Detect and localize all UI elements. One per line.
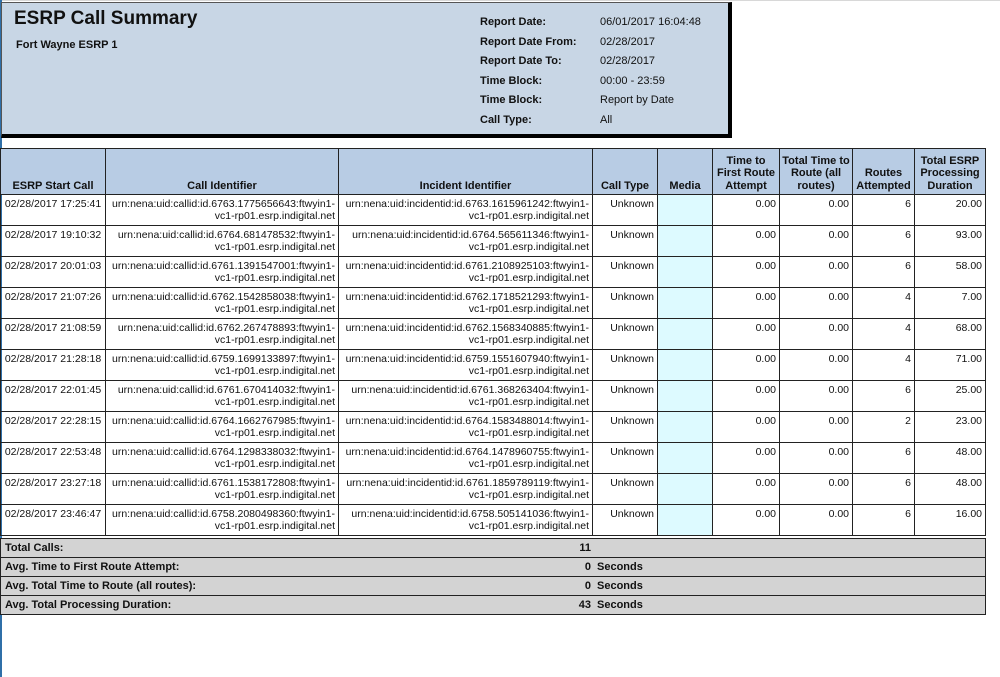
cell-incident-identifier: urn:nena:uid:incidentid:id.6761.1859789119:ftwyin1-vc1-rp01.esrp.indigital.net bbox=[339, 474, 593, 505]
table-row bbox=[1, 412, 986, 443]
summary-unit: Seconds bbox=[597, 580, 643, 592]
cell-start-call: 02/28/2017 22:01:45 bbox=[1, 381, 106, 412]
cell-total-time-route: 0.00 bbox=[780, 505, 853, 536]
table-row bbox=[1, 505, 986, 536]
cell-media bbox=[658, 195, 713, 226]
summary-value: 11 bbox=[579, 542, 591, 554]
cell-media bbox=[658, 319, 713, 350]
cell-start-call: 02/28/2017 21:28:18 bbox=[1, 350, 106, 381]
cell-call-identifier: urn:nena:uid:callid:id.6762.267478893:ftwyin1-vc1-rp01.esrp.indigital.net bbox=[106, 319, 339, 350]
cell-call-type: Unknown bbox=[593, 195, 658, 226]
meta-value: 00:00 - 23:59 bbox=[600, 74, 665, 87]
cell-incident-identifier: urn:nena:uid:incidentid:id.6764.1478960755:ftwyin1-vc1-rp01.esrp.indigital.net bbox=[339, 443, 593, 474]
cell-total-time-route: 0.00 bbox=[780, 319, 853, 350]
cell-routes-attempted: 4 bbox=[853, 319, 915, 350]
cell-total-time-route: 0.00 bbox=[780, 412, 853, 443]
col-header-duration[interactable]: Total ESRP Processing Duration bbox=[915, 149, 986, 195]
cell-total-time-route: 0.00 bbox=[780, 443, 853, 474]
col-header-incident-id[interactable]: Incident Identifier bbox=[339, 149, 593, 195]
meta-row-report-date-to bbox=[480, 55, 701, 75]
meta-label: Time Block: bbox=[480, 94, 543, 106]
table-row bbox=[1, 319, 986, 350]
cell-processing-duration: 71.00 bbox=[915, 350, 986, 381]
table-row bbox=[1, 381, 986, 412]
meta-row-call-type bbox=[480, 114, 701, 134]
cell-time-first-route: 0.00 bbox=[713, 474, 780, 505]
cell-total-time-route: 0.00 bbox=[780, 226, 853, 257]
summary-label: Avg. Total Processing Duration: bbox=[5, 599, 172, 611]
summary-value: 43 bbox=[578, 599, 591, 611]
col-header-total-route[interactable]: Total Time to Route (all routes) bbox=[780, 149, 853, 195]
cell-incident-identifier: urn:nena:uid:incidentid:id.6761.2108925103:ftwyin1-vc1-rp01.esrp.indigital.net bbox=[339, 257, 593, 288]
cell-incident-identifier: urn:nena:uid:incidentid:id.6764.565611346:ftwyin1-vc1-rp01.esrp.indigital.net bbox=[339, 226, 593, 257]
meta-label: Time Block: bbox=[480, 74, 543, 87]
report-header bbox=[1, 2, 732, 138]
col-header-start[interactable]: ESRP Start Call bbox=[1, 149, 106, 195]
cell-incident-identifier: urn:nena:uid:incidentid:id.6761.368263404:ftwyin1-vc1-rp01.esrp.indigital.net bbox=[339, 381, 593, 412]
cell-routes-attempted: 6 bbox=[853, 381, 915, 412]
cell-media bbox=[658, 505, 713, 536]
table-row bbox=[1, 226, 986, 257]
cell-call-identifier: urn:nena:uid:callid:id.6764.1298338032:ftwyin1-vc1-rp01.esrp.indigital.net bbox=[106, 443, 339, 474]
cell-start-call: 02/28/2017 22:28:15 bbox=[1, 412, 106, 443]
summary-avg-processing bbox=[1, 595, 985, 614]
summary-value: 0 bbox=[584, 561, 591, 573]
summary-unit: Seconds bbox=[597, 599, 643, 611]
cell-call-type: Unknown bbox=[593, 288, 658, 319]
cell-routes-attempted: 4 bbox=[853, 350, 915, 381]
cell-media bbox=[658, 288, 713, 319]
table-row bbox=[1, 257, 986, 288]
meta-label: Report Date: bbox=[480, 16, 547, 28]
cell-processing-duration: 16.00 bbox=[915, 505, 986, 536]
cell-total-time-route: 0.00 bbox=[780, 474, 853, 505]
cell-routes-attempted: 6 bbox=[853, 505, 915, 536]
cell-start-call: 02/28/2017 23:27:18 bbox=[1, 474, 106, 505]
cell-start-call: 02/28/2017 19:10:32 bbox=[1, 226, 106, 257]
cell-processing-duration: 68.00 bbox=[915, 319, 986, 350]
meta-row-report-date bbox=[480, 16, 701, 36]
cell-processing-duration: 7.00 bbox=[915, 288, 986, 319]
cell-total-time-route: 0.00 bbox=[780, 195, 853, 226]
cell-time-first-route: 0.00 bbox=[713, 257, 780, 288]
cell-incident-identifier: urn:nena:uid:incidentid:id.6758.505141036:ftwyin1-vc1-rp01.esrp.indigital.net bbox=[339, 505, 593, 536]
cell-incident-identifier: urn:nena:uid:incidentid:id.6762.1718521293:ftwyin1-vc1-rp01.esrp.indigital.net bbox=[339, 288, 593, 319]
cell-call-type: Unknown bbox=[593, 474, 658, 505]
table-row bbox=[1, 474, 986, 505]
meta-label: Call Type: bbox=[480, 113, 532, 126]
summary-total-calls bbox=[1, 538, 985, 557]
cell-time-first-route: 0.00 bbox=[713, 288, 780, 319]
meta-value: All bbox=[600, 113, 613, 126]
cell-call-type: Unknown bbox=[593, 443, 658, 474]
cell-call-type: Unknown bbox=[593, 319, 658, 350]
cell-call-identifier: urn:nena:uid:callid:id.6758.2080498360:ftwyin1-vc1-rp01.esrp.indigital.net bbox=[106, 505, 339, 536]
cell-time-first-route: 0.00 bbox=[713, 443, 780, 474]
cell-call-type: Unknown bbox=[593, 257, 658, 288]
cell-time-first-route: 0.00 bbox=[713, 381, 780, 412]
meta-row-time-block bbox=[480, 75, 701, 95]
top-border bbox=[0, 0, 1000, 1]
cell-total-time-route: 0.00 bbox=[780, 257, 853, 288]
table-row bbox=[1, 350, 986, 381]
summary-label: Avg. Time to First Route Attempt: bbox=[5, 561, 180, 573]
cell-call-type: Unknown bbox=[593, 505, 658, 536]
meta-row-report-date-from bbox=[480, 36, 701, 56]
cell-time-first-route: 0.00 bbox=[713, 505, 780, 536]
cell-time-first-route: 0.00 bbox=[713, 226, 780, 257]
cell-call-type: Unknown bbox=[593, 381, 658, 412]
summary-value: 0 bbox=[584, 580, 591, 592]
cell-call-type: Unknown bbox=[593, 350, 658, 381]
report-title: ESRP Call Summary bbox=[14, 8, 198, 29]
cell-processing-duration: 25.00 bbox=[915, 381, 986, 412]
cell-incident-identifier: urn:nena:uid:incidentid:id.6762.1568340885:ftwyin1-vc1-rp01.esrp.indigital.net bbox=[339, 319, 593, 350]
col-header-call-id[interactable]: Call Identifier bbox=[106, 149, 339, 195]
report-meta bbox=[480, 16, 701, 133]
cell-call-type: Unknown bbox=[593, 226, 658, 257]
cell-call-identifier: urn:nena:uid:callid:id.6761.1538172808:ftwyin1-vc1-rp01.esrp.indigital.net bbox=[106, 474, 339, 505]
table-header-row bbox=[1, 149, 986, 195]
col-header-media[interactable]: Media bbox=[658, 149, 713, 195]
cell-call-type: Unknown bbox=[593, 412, 658, 443]
cell-time-first-route: 0.00 bbox=[713, 319, 780, 350]
cell-call-identifier: urn:nena:uid:callid:id.6759.1699133897:ftwyin1-vc1-rp01.esrp.indigital.net bbox=[106, 350, 339, 381]
cell-call-identifier: urn:nena:uid:callid:id.6764.681478532:ftwyin1-vc1-rp01.esrp.indigital.net bbox=[106, 226, 339, 257]
meta-value: 02/28/2017 bbox=[600, 55, 656, 67]
cell-time-first-route: 0.00 bbox=[713, 412, 780, 443]
cell-call-identifier: urn:nena:uid:callid:id.6762.1542858038:ftwyin1-vc1-rp01.esrp.indigital.net bbox=[106, 288, 339, 319]
cell-media bbox=[658, 381, 713, 412]
cell-time-first-route: 0.00 bbox=[713, 195, 780, 226]
cell-processing-duration: 48.00 bbox=[915, 443, 986, 474]
meta-label: Report Date To: bbox=[480, 55, 562, 67]
cell-routes-attempted: 6 bbox=[853, 443, 915, 474]
cell-start-call: 02/28/2017 23:46:47 bbox=[1, 505, 106, 536]
cell-incident-identifier: urn:nena:uid:incidentid:id.6764.1583488014:ftwyin1-vc1-rp01.esrp.indigital.net bbox=[339, 412, 593, 443]
meta-value: 02/28/2017 bbox=[600, 35, 656, 48]
cell-media bbox=[658, 443, 713, 474]
cell-processing-duration: 20.00 bbox=[915, 195, 986, 226]
cell-start-call: 02/28/2017 21:08:59 bbox=[1, 319, 106, 350]
summary-unit: Seconds bbox=[597, 561, 643, 573]
cell-incident-identifier: urn:nena:uid:incidentid:id.6759.1551607940:ftwyin1-vc1-rp01.esrp.indigital.net bbox=[339, 350, 593, 381]
col-header-call-type[interactable]: Call Type bbox=[593, 149, 658, 195]
cell-routes-attempted: 6 bbox=[853, 257, 915, 288]
cell-start-call: 02/28/2017 17:25:41 bbox=[1, 195, 106, 226]
cell-call-identifier: urn:nena:uid:callid:id.6763.1775656643:ftwyin1-vc1-rp01.esrp.indigital.net bbox=[106, 195, 339, 226]
cell-total-time-route: 0.00 bbox=[780, 381, 853, 412]
cell-total-time-route: 0.00 bbox=[780, 288, 853, 319]
cell-start-call: 02/28/2017 22:53:48 bbox=[1, 443, 106, 474]
report-subtitle: Fort Wayne ESRP 1 bbox=[16, 39, 118, 51]
cell-processing-duration: 58.00 bbox=[915, 257, 986, 288]
meta-row-time-block-mode bbox=[480, 94, 701, 114]
cell-start-call: 02/28/2017 20:01:03 bbox=[1, 257, 106, 288]
cell-time-first-route: 0.00 bbox=[713, 350, 780, 381]
table-row bbox=[1, 288, 986, 319]
cell-routes-attempted: 6 bbox=[853, 226, 915, 257]
col-header-routes[interactable]: Routes Attempted bbox=[853, 149, 915, 195]
summary-section bbox=[0, 538, 986, 615]
cell-routes-attempted: 2 bbox=[853, 412, 915, 443]
summary-label: Avg. Total Time to Route (all routes): bbox=[5, 580, 197, 592]
cell-media bbox=[658, 412, 713, 443]
cell-media bbox=[658, 350, 713, 381]
cell-total-time-route: 0.00 bbox=[780, 350, 853, 381]
cell-call-identifier: urn:nena:uid:callid:id.6761.670414032:ftwyin1-vc1-rp01.esrp.indigital.net bbox=[106, 381, 339, 412]
col-header-first-route[interactable]: Time to First Route Attempt bbox=[713, 149, 780, 195]
cell-media bbox=[658, 257, 713, 288]
meta-label: Report Date From: bbox=[480, 35, 577, 48]
cell-call-identifier: urn:nena:uid:callid:id.6764.1662767985:ftwyin1-vc1-rp01.esrp.indigital.net bbox=[106, 412, 339, 443]
cell-media bbox=[658, 226, 713, 257]
cell-processing-duration: 23.00 bbox=[915, 412, 986, 443]
cell-processing-duration: 93.00 bbox=[915, 226, 986, 257]
table-row bbox=[1, 195, 986, 226]
call-table bbox=[0, 148, 986, 536]
meta-value: 06/01/2017 16:04:48 bbox=[600, 16, 701, 28]
cell-media bbox=[658, 474, 713, 505]
summary-label: Total Calls: bbox=[5, 542, 64, 554]
cell-processing-duration: 48.00 bbox=[915, 474, 986, 505]
cell-routes-attempted: 6 bbox=[853, 195, 915, 226]
cell-start-call: 02/28/2017 21:07:26 bbox=[1, 288, 106, 319]
table-row bbox=[1, 443, 986, 474]
summary-avg-first-route bbox=[1, 557, 985, 576]
cell-routes-attempted: 4 bbox=[853, 288, 915, 319]
meta-value: Report by Date bbox=[600, 94, 674, 106]
cell-routes-attempted: 6 bbox=[853, 474, 915, 505]
cell-call-identifier: urn:nena:uid:callid:id.6761.1391547001:ftwyin1-vc1-rp01.esrp.indigital.net bbox=[106, 257, 339, 288]
summary-avg-total-route bbox=[1, 576, 985, 595]
cell-incident-identifier: urn:nena:uid:incidentid:id.6763.1615961242:ftwyin1-vc1-rp01.esrp.indigital.net bbox=[339, 195, 593, 226]
